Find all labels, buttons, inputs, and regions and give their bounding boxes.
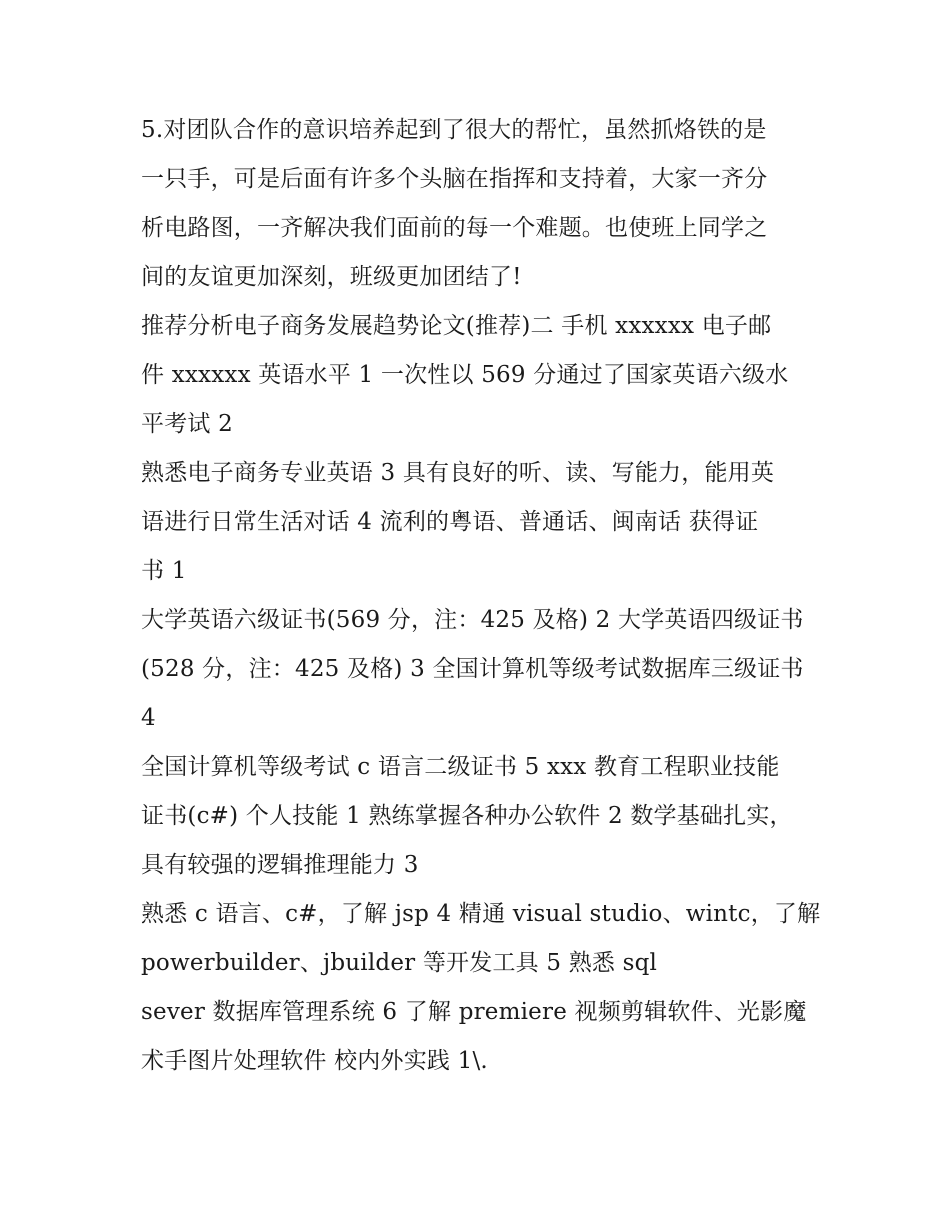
text-line: 5.对团队合作的意识培养起到了很大的帮忙，虽然抓烙铁的是 [141,117,767,143]
text-line: sever 数据库管理系统 6 了解 premiere 视频剪辑软件、光影魔 [141,999,807,1025]
text-line: 推荐分析电子商务发展趋势论文(推荐)二 手机 xxxxxx 电子邮 [141,313,772,339]
text-line: 大学英语六级证书(569 分，注：425 及格) 2 大学英语四级证书 [141,607,804,633]
text-line: 语进行日常生活对话 4 流利的粤语、普通话、闽南话 获得证 [141,509,759,535]
text-line: 书 1 [141,558,187,584]
text-line: 平考试 2 [141,411,233,437]
text-line: 4 [141,705,156,731]
text-line: 析电路图，一齐解决我们面前的每一个难题。也使班上同学之 [141,215,768,241]
text-line: 熟悉电子商务专业英语 3 具有良好的听、读、写能力，能用英 [141,460,775,486]
text-line: 全国计算机等级考试 c 语言二级证书 5 xxx 教育工程职业技能 [141,754,780,780]
text-line: 具有较强的逻辑推理能力 3 [141,852,419,878]
text-line: powerbuilder、jbuilder 等开发工具 5 熟悉 sql [141,950,658,976]
document-body [141,106,821,1086]
text-line: (528 分，注：425 及格) 3 全国计算机等级考试数据库三级证书 [141,656,804,682]
text-line: 一只手，可是后面有许多个头脑在指挥和支持着，大家一齐分 [141,166,768,192]
text-line: 熟悉 c 语言、c#，了解 jsp 4 精通 visual studio、wintc，了解 [141,901,821,927]
text-line: 间的友谊更加深刻，班级更加团结了! [141,264,522,290]
text-line: 件 xxxxxx 英语水平 1 一次性以 569 分通过了国家英语六级水 [141,362,789,388]
text-line: 证书(c#) 个人技能 1 熟练掌握各种办公软件 2 数学基础扎实， [141,803,793,829]
text-line: 术手图片处理软件 校内外实践 1\. [141,1048,488,1074]
